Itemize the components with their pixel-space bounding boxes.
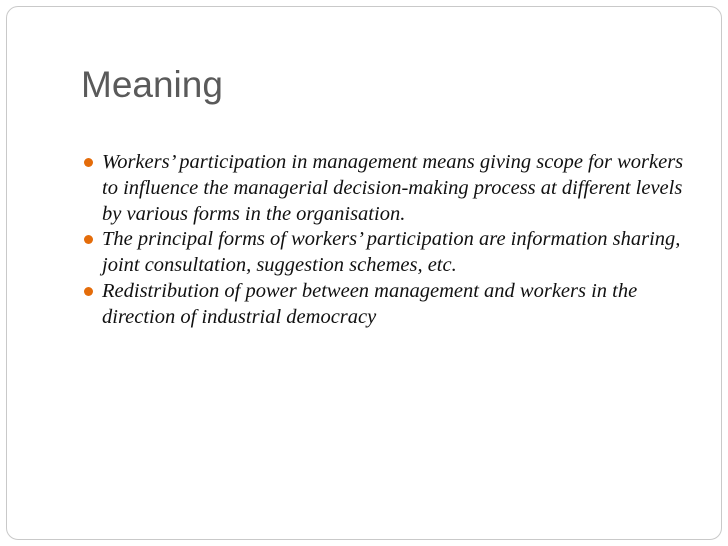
slide-title: Meaning <box>81 64 223 105</box>
bullet-item <box>82 227 692 279</box>
bullet-dot-icon <box>84 287 93 296</box>
bullet-list <box>82 150 692 331</box>
bullet-text: The principal forms of workers’ participation are information sharing, joint consultation, suggestion schemes, etc. <box>102 228 681 277</box>
bullet-item <box>82 150 692 227</box>
bullet-text: Workers’ participation in management means giving scope for workers to influence the managerial decision-making process at different levels by various forms in the organisation. <box>102 151 684 225</box>
bullet-dot-icon <box>84 158 93 167</box>
bullet-item <box>82 279 692 331</box>
bullet-text: Redistribution of power between management and workers in the direction of industrial democracy <box>102 279 638 328</box>
bullet-dot-icon <box>84 235 93 244</box>
